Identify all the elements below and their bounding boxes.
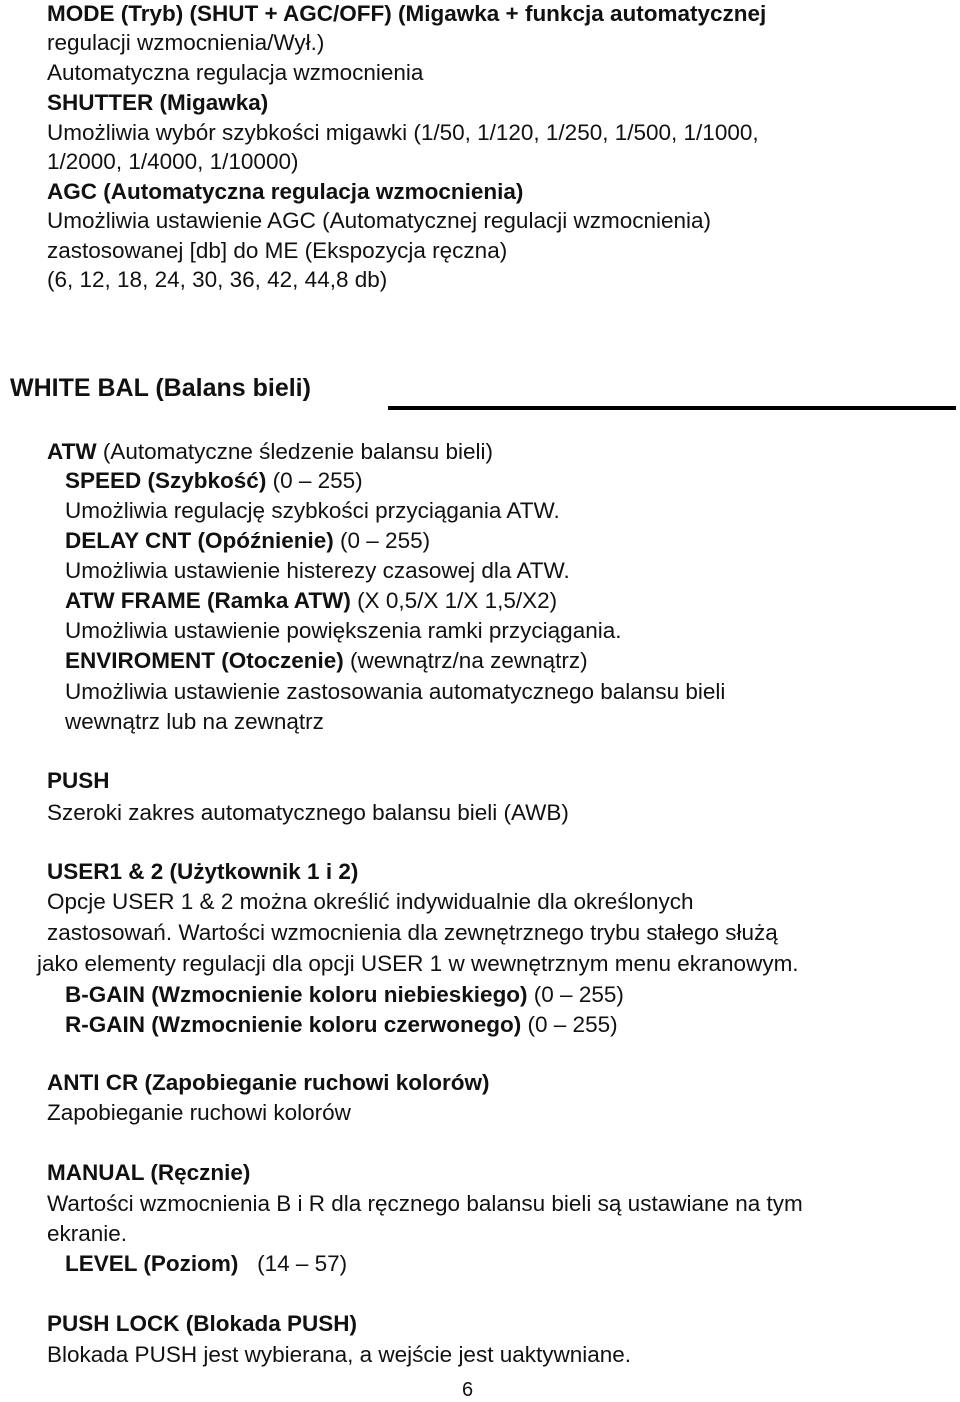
- atw-frame-range: (X 0,5/X 1/X 1,5/X2): [350, 588, 558, 613]
- atw-frame-description: Umożliwia ustawienie powiększenia ramki przyciągania.: [65, 618, 622, 643]
- mode-title: MODE (Tryb) (SHUT + AGC/OFF) (Migawka + funkcja automatycznej: [47, 1, 767, 26]
- environment-description-2: wewnątrz lub na zewnątrz: [65, 709, 324, 734]
- speed-range: (0 – 255): [266, 468, 363, 493]
- agc-title-line: [47, 177, 523, 206]
- atw-title: ATW: [47, 439, 97, 464]
- push-title-line: [47, 766, 110, 795]
- bgain-line: [65, 980, 624, 1009]
- shutter-title: SHUTTER (Migawka): [47, 90, 269, 115]
- anticr-title: ANTI CR (Zapobieganie ruchowi kolorów): [47, 1070, 490, 1095]
- user-description-3: jako elementy regulacji dla opcji USER 1 w wewnętrznym menu ekranowym.: [37, 951, 799, 976]
- shutter-description-2: 1/2000, 1/4000, 1/10000): [47, 149, 299, 174]
- environment-range: (wewnątrz/na zewnątrz): [343, 648, 588, 673]
- shutter-title-line: [47, 88, 268, 117]
- manual-description-1: Wartości wzmocnienia B i R dla ręcznego balansu bieli są ustawiane na tym: [47, 1191, 803, 1216]
- speed-title: SPEED (Szybkość): [65, 468, 267, 493]
- user-description-1: Opcje USER 1 & 2 można określić indywidualnie dla określonych: [47, 889, 694, 914]
- atw-line: [47, 437, 493, 466]
- level-title: LEVEL (Poziom): [65, 1251, 239, 1276]
- mode-description: Automatyczna regulacja wzmocnienia: [47, 60, 424, 85]
- level-line: [65, 1249, 347, 1278]
- push-description: Szeroki zakres automatycznego balansu bieli (AWB): [47, 800, 569, 825]
- user-title: USER1 & 2 (Użytkownik 1 i 2): [47, 859, 359, 884]
- bgain-range: (0 – 255): [527, 982, 624, 1007]
- white-bal-heading: WHITE BAL (Balans bieli): [10, 374, 311, 402]
- speed-description: Umożliwia regulację szybkości przyciągania ATW.: [65, 498, 560, 523]
- delay-line: [65, 526, 430, 555]
- bgain-title: B-GAIN (Wzmocnienie koloru niebieskiego): [65, 982, 528, 1007]
- heading-rule: [388, 406, 956, 410]
- speed-line: [65, 466, 363, 495]
- rgain-range: (0 – 255): [521, 1012, 618, 1037]
- environment-title: ENVIROMENT (Otoczenie): [65, 648, 344, 673]
- rgain-line: [65, 1010, 618, 1039]
- anticr-title-line: [47, 1068, 490, 1097]
- atw-frame-line: [65, 586, 557, 615]
- anticr-description: Zapobieganie ruchowi kolorów: [47, 1100, 351, 1125]
- atw-frame-title: ATW FRAME (Ramka ATW): [65, 588, 351, 613]
- delay-description: Umożliwia ustawienie histerezy czasowej dla ATW.: [65, 558, 570, 583]
- manual-description-2: ekranie.: [47, 1221, 128, 1246]
- delay-title: DELAY CNT (Opóźnienie): [65, 528, 334, 553]
- user-description-2: zastosowań. Wartości wzmocnienia dla zewnętrznego trybu stałego służą: [47, 920, 778, 945]
- shutter-description-1: Umożliwia wybór szybkości migawki (1/50, 1/120, 1/250, 1/500, 1/1000,: [47, 120, 759, 145]
- atw-description: (Automatyczne śledzenie balansu bieli): [96, 439, 494, 464]
- user-title-line: [47, 857, 358, 886]
- environment-description-1: Umożliwia ustawienie zastosowania automatycznego balansu bieli: [65, 679, 726, 704]
- push-title: PUSH: [47, 768, 110, 793]
- agc-title: AGC (Automatyczna regulacja wzmocnienia): [47, 179, 524, 204]
- manual-title-line: [47, 1158, 250, 1187]
- rgain-title: R-GAIN (Wzmocnienie koloru czerwonego): [65, 1012, 522, 1037]
- level-range: (14 – 57): [238, 1251, 348, 1276]
- pushlock-title-line: [47, 1309, 357, 1338]
- agc-description-3: (6, 12, 18, 24, 30, 36, 42, 44,8 db): [47, 267, 388, 292]
- agc-description-1: Umożliwia ustawienie AGC (Automatycznej regulacji wzmocnienia): [47, 208, 712, 233]
- delay-range: (0 – 255): [333, 528, 431, 553]
- manual-title: MANUAL (Ręcznie): [47, 1160, 251, 1185]
- page-number: 6: [462, 1379, 474, 1401]
- mode-title-line-2: regulacji wzmocnienia/Wył.): [47, 30, 325, 55]
- mode-title-line: [47, 0, 766, 28]
- pushlock-title: PUSH LOCK (Blokada PUSH): [47, 1311, 358, 1336]
- pushlock-description: Blokada PUSH jest wybierana, a wejście jest uaktywniane.: [47, 1342, 632, 1367]
- agc-description-2: zastosowanej [db] do ME (Ekspozycja ręczna): [47, 238, 508, 263]
- environment-line: [65, 646, 588, 675]
